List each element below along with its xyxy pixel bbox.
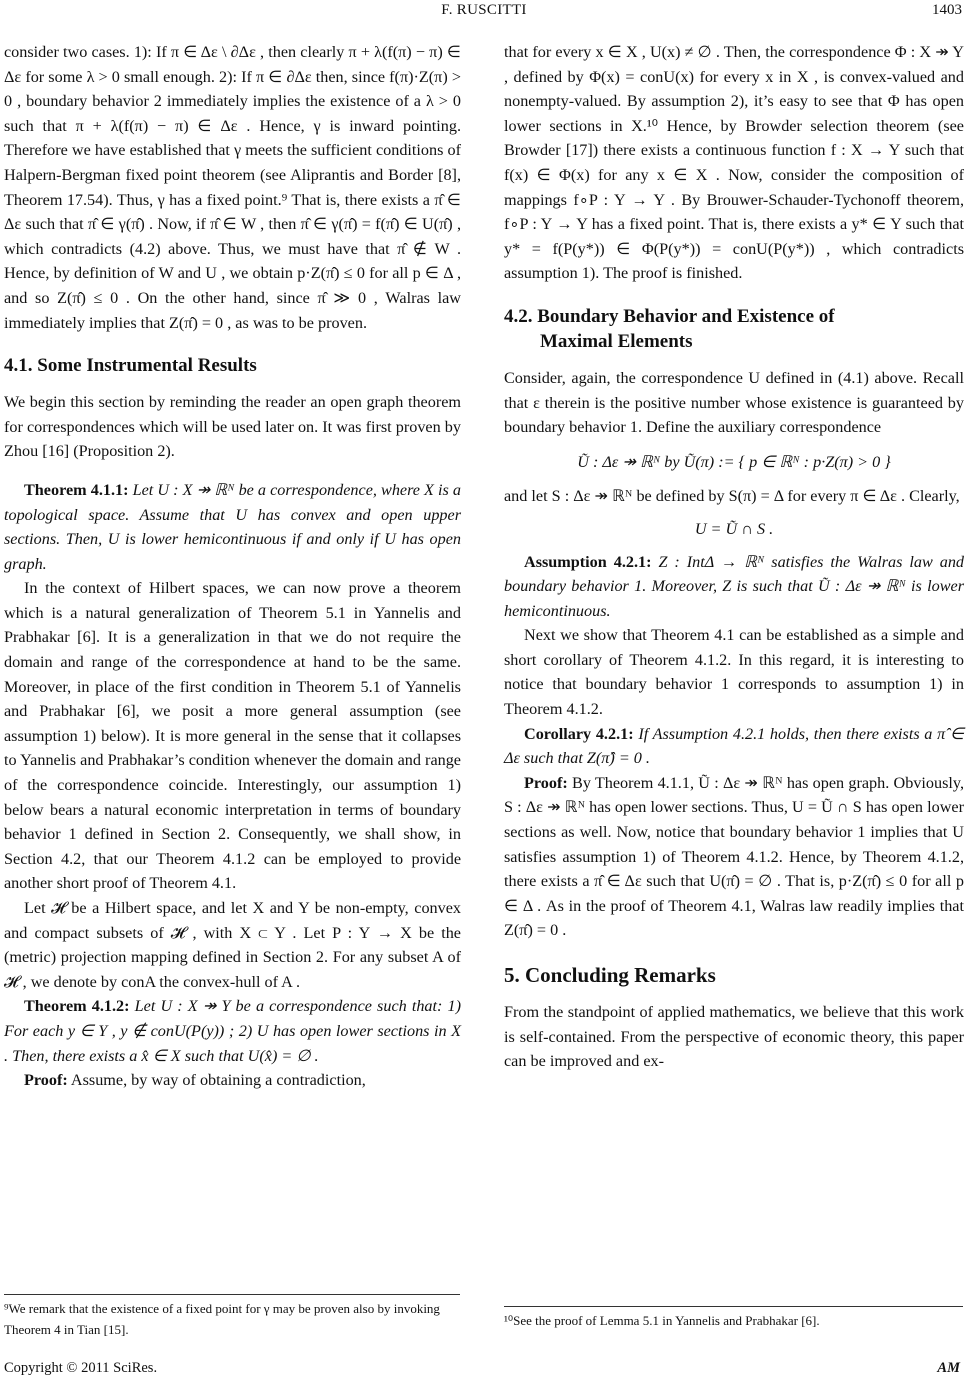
left-column (4, 40, 461, 1093)
corollary-text: If Assumption 4.2.1 holds, then there exists a π̂ ∈ Δε such that Z(π̂) = 0 . (504, 724, 965, 768)
proof-start (4, 1068, 461, 1093)
proof-text: Assume, by way of obtaining a contradiction, (70, 1071, 366, 1090)
paragraph-hilbert-context: In the context of Hilbert spaces, we can now prove a theorem which is a natural generalization of Theorem 5.1 in Yannelis and Prabhakar [6]. It is a generalization in that we do not require the domain and range of the correspondence at hand to be the same. Moreover, in place of the first condition in Theorem 5.1 of Yannelis and Prabhakar [6], we posit a more general assumption (see assumption 1) below). It is more general in the sense that it collapses to Yannelis and Prabhakar’s condition whenever the domain and range of the correspondence coincide. Interestingly, our assumption 1) below bears a natural economic interpretation in terms of boundary behavior 1 defined in Section 2. Consequently, we shall show, in Section 4.2, that our Theorem 4.1.2 can be employed to provide another short proof of Theorem 4.1. (4, 579, 461, 893)
theorem-4-1-2 (4, 994, 461, 1068)
equation-u-intersection: U = Ũ ∩ S . (694, 519, 774, 538)
paragraph-concluding: From the standpoint of applied mathematics, we believe that this work is self-contained. From the perspective of economic theory, this paper can be improved and ex- (504, 1003, 964, 1071)
section-heading-5: 5. Concluding Remarks (504, 963, 716, 987)
corollary-label: Corollary 4.2.1: (524, 724, 634, 743)
paragraph-open-graph-intro: We begin this section by reminding the reader an open graph theorem for correspondences which will be used later on. It was first proven by Zhou [16] (Proposition 2). (4, 393, 461, 461)
section-heading-4-1: 4.1. Some Instrumental Results (4, 355, 257, 377)
assumption-4-2-1 (504, 550, 964, 624)
theorem-4-1-2-label: Theorem 4.1.2: (24, 997, 130, 1016)
page-header (0, 2, 968, 22)
paragraph-browder-proof: that for every x ∈ X , U(x) ≠ ∅ . Then, the correspondence Φ : X ↠ Y , defined by Φ(x) = conU(x) for every x in X , is convex-valued and nonempty-valued. By assumption 2), it’s easy to see that Φ has open lower sections in X.¹⁰ Hence, by Browder selection theorem (see Browder [17]) there exists a continuous function f : X → Y such that f(x) ∈ Φ(x) for any x ∈ X . Now, consider the composition of mappings f∘P : Y → Y . By Brouwer-Schauder-Tychonoff theorem, f∘P : Y → Y has a fixed point. That is, there exists a y* ∈ Y such that y* = f(P(y*)) ∈ Φ(P(y*)) = conU(P(y*)) , which contradicts assumption 1). The proof is finished. (504, 43, 964, 283)
right-column (504, 40, 964, 1074)
theorem-4-1-1 (4, 478, 461, 576)
corollary-proof-text: By Theorem 4.1.1, Ũ : Δε ↠ ℝᴺ has open graph. Obviously, S : Δε ↠ ℝᴺ has open lower sections. Thus, U = Ũ ∩ S has open lower sections as well. Now, notice that boundary behavior 1 implies that U satisfies assumption 1) of Theorem 4.1.2. Hence, by Theorem 4.1.2, there exists a π̂ ∈ Δε such that U(π̂) = ∅ . That is, p·Z(π̂) ≤ 0 for all p ∈ Δ . As in the proof of Theorem 4.1, Walras law readily implies that Z(π̂) = 0 . (504, 773, 965, 940)
assumption-label: Assumption 4.2.1: (524, 552, 652, 571)
paragraph-define-s: and let S : Δε ↠ ℝᴺ be defined by S(π) = Δ for every π ∈ Δε . Clearly, (504, 487, 960, 506)
journal-abbreviation: AM (937, 1360, 960, 1376)
section-heading-4-2-line2: Maximal Elements (540, 330, 693, 352)
theorem-4-1-2-text: Let U : X ↠ Y be a correspondence such that: 1) For each y ∈ Y , y ∉ conU(P(y)) ; 2) U has open lower sections in X . Then, there exists a x̂ ∈ X such that U(x̂) = ∅ . (4, 997, 462, 1065)
paragraph-auxiliary-correspondence: Consider, again, the correspondence U defined in (4.1) above. Recall that ε therein is the positive number whose existence is guaranteed by boundary behavior 1. Define the auxiliary correspondence (504, 368, 964, 437)
copyright-notice: Copyright © 2011 SciRes. (4, 1360, 158, 1376)
page-number: 1403 (932, 2, 962, 18)
corollary-4-2-1 (504, 722, 964, 771)
paragraph-proof-continuation: consider two cases. 1): If π ∈ Δε \ ∂Δε , then clearly π + λ(f(π) − π) ∈ Δε for some λ > 0 small enough. 2): If π ∈ ∂Δε then, since f(π)·Z(π) > 0 , boundary behavior 2 immediately implies the existence of a λ > 0 such that π + λ(f(π) − π) ∈ Δε . Hence, γ is inward pointing. Therefore we have established that γ meets the sufficient conditions of Halpern-Bergman fixed point theorem (see Aliprantis and Border [8], Theorem 17.54). Thus, γ has a fixed point.⁹ That is, there exists a π̂ ∈ Δε such that π̂ ∈ γ(π̂) . Now, if π̂ ∈ W , then π̂ ∈ γ(π̂) = f(π̂) ∈ U(π̂) , which contradicts (4.2) above. Thus, we must have that π̂ ∉ W . Hence, by definition of W and U , we obtain p·Z(π̂) ≤ 0 for all p ∈ Δ , and so Z(π̂) ≤ 0 . On the other hand, since π̂ ≫ 0 , Walras law immediately implies that Z(π̂) = 0 , as was to be proven. (4, 43, 461, 332)
paragraph-hilbert-definitions: Let 𝓗 be a Hilbert space, and let X and Y be non-empty, convex and compact subsets of 𝓗 , with X ⊂ Y . Let P : Y → X be the (metric) projection mapping defined in Section 2. For any subset A of 𝓗 , we denote by conA the convex-hull of A . (4, 899, 461, 991)
assumption-text: Z : IntΔ → ℝᴺ satisfies the Walras law and boundary behavior 1. Moreover, Z is such that Ũ : Δε ↠ ℝᴺ is lower hemicontinuous. (504, 552, 965, 620)
footnote-9: ⁹We remark that the existence of a fixed point for γ may be proven also by invoking Theorem 4 in Tian [15]. (4, 1301, 440, 1337)
proof-label: Proof: (24, 1071, 68, 1090)
footnote-10: ¹⁰See the proof of Lemma 5.1 in Yannelis and Prabhakar [6]. (504, 1313, 820, 1328)
section-heading-4-2-line1: 4.2. Boundary Behavior and Existence of (504, 305, 835, 327)
running-head-author: F. RUSCITTI (441, 2, 527, 18)
footnote-divider (4, 1294, 460, 1295)
section-heading-4-2 (504, 304, 964, 354)
footnote-divider-right (504, 1306, 963, 1307)
equation-u-tilde: Ũ : Δε ↠ ℝᴺ by Ũ(π) := { p ∈ ℝᴺ : p·Z(π) > 0 } (577, 452, 891, 471)
theorem-4-1-1-text: Let U : X ↠ ℝᴺ be a correspondence, where X is a topological space. Assume that U has convex and open upper sections. Then, U is lower hemicontinuous if and only if U has open graph. (4, 480, 462, 573)
corollary-proof (504, 771, 964, 943)
paragraph-corollary-intro: Next we show that Theorem 4.1 can be established as a simple and short corollary of Theorem 4.1.2. In this regard, it is interesting to notice that boundary behavior 1 corresponds to assumption 1) in Theorem 4.1.2. (504, 626, 964, 719)
theorem-4-1-1-label: Theorem 4.1.1: (24, 480, 129, 499)
corollary-proof-label: Proof: (524, 773, 568, 792)
